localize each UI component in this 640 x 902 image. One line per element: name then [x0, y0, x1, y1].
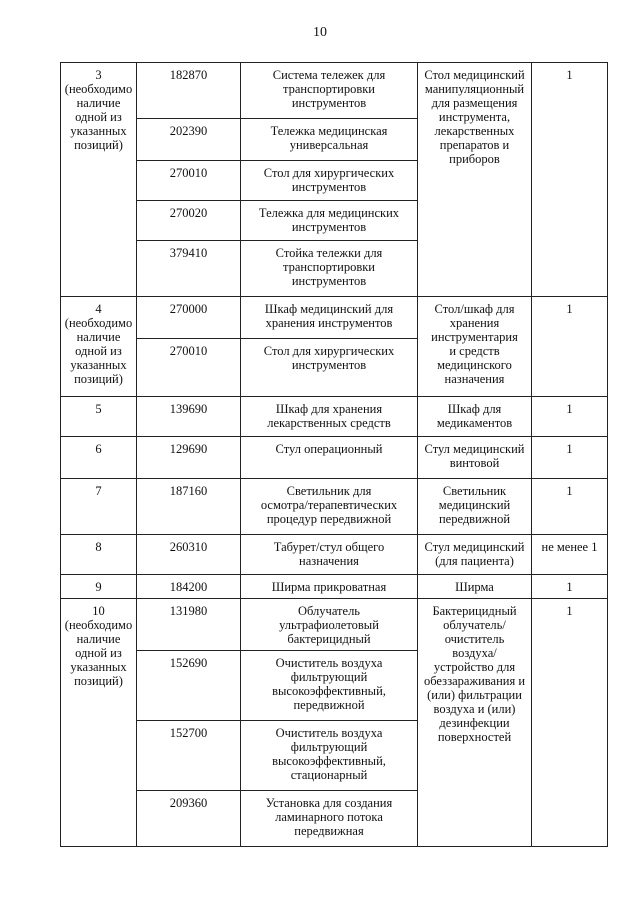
- item-name-cell: Очиститель воздуха фильтрующий высокоэффективный, стационарный: [241, 721, 418, 791]
- item-name-cell: Система тележек для транспортировки инструментов: [241, 63, 418, 119]
- code-cell: 270000: [137, 297, 241, 339]
- position-number-cell: 10 (необходимо наличие одной из указанных позиций): [61, 599, 137, 847]
- quantity-cell: 1: [532, 297, 608, 397]
- code-cell: 182870: [137, 63, 241, 119]
- code-cell: 187160: [137, 479, 241, 535]
- item-name-cell: Тележка для медицинских инструментов: [241, 201, 418, 241]
- item-name-cell: Установка для создания ламинарного потока передвижная: [241, 791, 418, 847]
- table-row: [61, 575, 608, 599]
- position-number-cell: 6: [61, 437, 137, 479]
- item-name-cell: Ширма прикроватная: [241, 575, 418, 599]
- equipment-table: [60, 62, 608, 847]
- equipment-name-cell: Ширма: [418, 575, 532, 599]
- code-cell: 379410: [137, 241, 241, 297]
- item-name-cell: Очиститель воздуха фильтрующий высокоэффективный, передвижной: [241, 651, 418, 721]
- table-row: [61, 297, 608, 339]
- position-number-cell: 4 (необходимо наличие одной из указанных позиций): [61, 297, 137, 397]
- quantity-cell: 1: [532, 63, 608, 297]
- equipment-name-cell: Стул медицинский винтовой: [418, 437, 532, 479]
- code-cell: 260310: [137, 535, 241, 575]
- item-name-cell: Светильник для осмотра/терапевтических процедур передвижной: [241, 479, 418, 535]
- code-cell: 131980: [137, 599, 241, 651]
- position-number-cell: 7: [61, 479, 137, 535]
- quantity-cell: не менее 1: [532, 535, 608, 575]
- item-name-cell: Стол для хирургических инструментов: [241, 339, 418, 397]
- table-row: [61, 397, 608, 437]
- item-name-cell: Стул операционный: [241, 437, 418, 479]
- table-row: [61, 437, 608, 479]
- equipment-name-cell: Стул медицинский (для пациента): [418, 535, 532, 575]
- item-name-cell: Стол для хирургических инструментов: [241, 161, 418, 201]
- code-cell: 152690: [137, 651, 241, 721]
- code-cell: 202390: [137, 119, 241, 161]
- item-name-cell: Шкаф медицинский для хранения инструментов: [241, 297, 418, 339]
- equipment-name-cell: Светильник медицинский передвижной: [418, 479, 532, 535]
- item-name-cell: Стойка тележки для транспортировки инструментов: [241, 241, 418, 297]
- position-number-cell: 3 (необходимо наличие одной из указанных позиций): [61, 63, 137, 297]
- table-row: [61, 599, 608, 651]
- code-cell: 139690: [137, 397, 241, 437]
- position-number-cell: 8: [61, 535, 137, 575]
- code-cell: 270010: [137, 339, 241, 397]
- code-cell: 152700: [137, 721, 241, 791]
- position-number-cell: 5: [61, 397, 137, 437]
- equipment-name-cell: Стол медицинский манипуляционный для размещения инструмента, лекарственных препаратов и приборов: [418, 63, 532, 297]
- code-cell: 270020: [137, 201, 241, 241]
- code-cell: 209360: [137, 791, 241, 847]
- table-row: [61, 535, 608, 575]
- equipment-name-cell: Шкаф для медикаментов: [418, 397, 532, 437]
- page-number: 10: [313, 25, 327, 40]
- quantity-cell: 1: [532, 599, 608, 847]
- equipment-name-cell: Стол/шкаф для хранения инструментария и средств медицинского назначения: [418, 297, 532, 397]
- code-cell: 129690: [137, 437, 241, 479]
- quantity-cell: 1: [532, 575, 608, 599]
- code-cell: 184200: [137, 575, 241, 599]
- item-name-cell: Облучатель ультрафиолетовый бактерицидный: [241, 599, 418, 651]
- table-row: [61, 479, 608, 535]
- table-row: [61, 63, 608, 119]
- position-number-cell: 9: [61, 575, 137, 599]
- item-name-cell: Шкаф для хранения лекарственных средств: [241, 397, 418, 437]
- item-name-cell: Тележка медицинская универсальная: [241, 119, 418, 161]
- quantity-cell: 1: [532, 397, 608, 437]
- quantity-cell: 1: [532, 437, 608, 479]
- equipment-name-cell: Бактерицидный облучатель/ очиститель воздуха/ устройство для обеззараживания и (или) фильтрации воздуха и (или) дезинфекции поверхностей: [418, 599, 532, 847]
- item-name-cell: Табурет/стул общего назначения: [241, 535, 418, 575]
- quantity-cell: 1: [532, 479, 608, 535]
- code-cell: 270010: [137, 161, 241, 201]
